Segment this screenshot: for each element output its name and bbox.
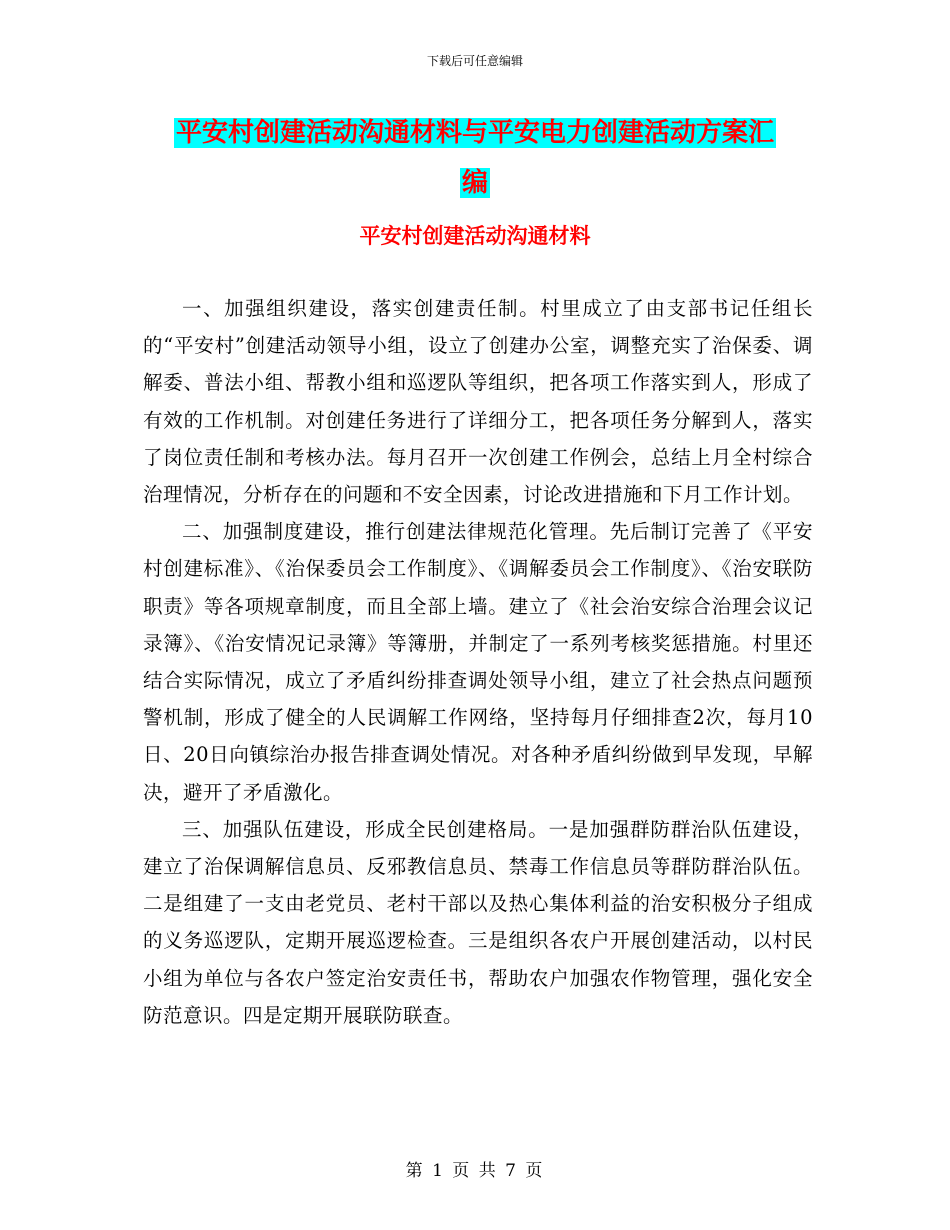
paragraph-3: 三、加强队伍建设，形成全民创建格局。一是加强群防群治队伍建设，建立了治保调解信息员、反邪教信息员、禁毒工作信息员等群防群治队伍。二是组建了一支由老党员、老村干部以及热心集体利益的治安积极分子组成的义务巡逻队，定期开展巡逻检查。三是组织各农户开展创建活动，以村民小组为单位与各农户签定治安责任书，帮助农户加强农作物管理，强化安全防范意识。四是定期开展联防联查。 bbox=[143, 817, 813, 1027]
paragraph-1: 一、加强组织建设，落实创建责任制。村里成立了由支部书记任组长的“平安村”创建活动领导小组，设立了创建办公室，调整充实了治保委、调解委、普法小组、帮教小组和巡逻队等组织，把各项工作落实到人，形成了有效的工作机制。对创建任务进行了详细分工，把各项任务分解到人，落实了岗位责任制和考核办法。每月召开一次创建工作例会，总结上月全村综合治理情况，分析存在的问题和不安全因素，讨论改进措施和下月工作计划。 bbox=[143, 297, 813, 507]
page-header-note: 下载后可任意编辑 bbox=[426, 54, 523, 68]
document-title bbox=[140, 108, 810, 208]
paragraph-2: 二、加强制度建设，推行创建法律规范化管理。先后制订完善了《平安村创建标准》、《治保委员会工作制度》、《调解委员会工作制度》、《治安联防职责》等各项规章制度，而且全部上墙。建立了《社会治安综合治理会议记录簿》、《治安情况记录簿》等簿册，并制定了一系列考核奖惩措施。村里还结合实际情况，成立了矛盾纠纷排查调处领导小组，建立了社会热点问题预警机制，形成了健全的人民调解工作网络，坚持每月仔细排查2次，每月10日、20日向镇综治办报告排查调处情况。对各种矛盾纠纷做到早发现，早解决，避开了矛盾激化。 bbox=[143, 520, 813, 804]
document-title-line-1: 平安村创建活动沟通材料与平安电力创建活动方案汇 bbox=[175, 118, 774, 148]
body-text bbox=[143, 290, 813, 1034]
page-number: 第 1 页 共 7 页 bbox=[405, 1161, 545, 1181]
document-title-line-2: 编 bbox=[461, 168, 488, 198]
section-title: 平安村创建活动沟通材料 bbox=[359, 224, 591, 248]
